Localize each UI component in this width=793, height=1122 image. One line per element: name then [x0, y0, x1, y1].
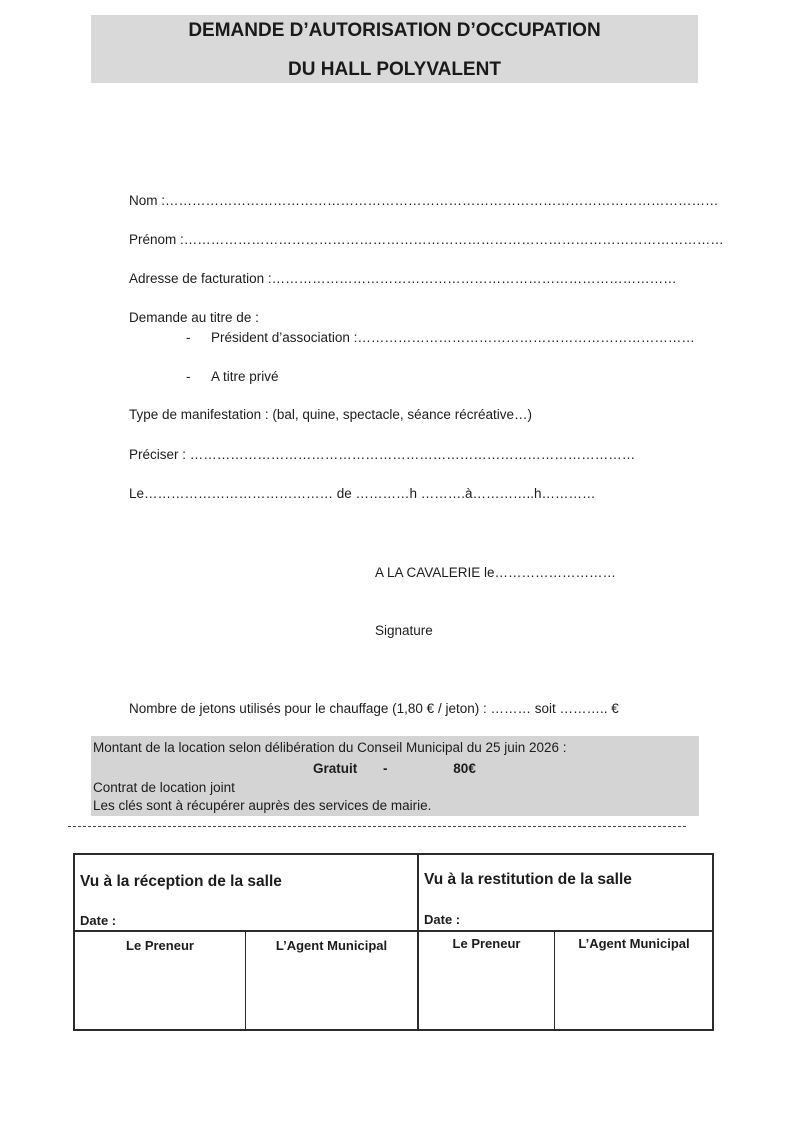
- type-manifestation-label: Type de manifestation : (bal, quine, spectacle, séance récréative…): [129, 407, 532, 422]
- etat-des-lieux-table: [73, 853, 714, 1031]
- cut-line: [68, 826, 686, 827]
- restitution-date-label: Date :: [424, 912, 461, 927]
- tarif-separator: -: [383, 761, 388, 776]
- jetons-field[interactable]: Nombre de jetons utilisés pour le chauffage (1,80 € / jeton) : ……… soit ……….. €: [129, 701, 619, 716]
- adresse-field[interactable]: Adresse de facturation :………………………………………………………………………………: [129, 271, 677, 286]
- restitution-title: Vu à la restitution de la salle: [424, 871, 632, 888]
- page-title-line-1: DEMANDE D’AUTORISATION D’OCCUPATION: [188, 20, 601, 41]
- president-option[interactable]: Président d’association :…………………………………………………………………: [211, 330, 695, 345]
- prenom-field[interactable]: Prénom :…………………………………………………………………………………………………………: [129, 232, 724, 247]
- reception-date-label: Date :: [80, 913, 117, 928]
- preciser-field[interactable]: Préciser : ………………………………………………………………………………………: [129, 447, 636, 462]
- agent-label: L’Agent Municipal: [275, 938, 388, 953]
- restitution-preneur-cell[interactable]: [419, 932, 554, 1029]
- prive-option[interactable]: A titre privé: [211, 369, 279, 384]
- signature-label: Signature: [375, 623, 433, 638]
- table-divider: [554, 932, 555, 1029]
- agent-label: L’Agent Municipal: [578, 936, 690, 951]
- tarif-info-box: [91, 736, 699, 816]
- gratuit-label: Gratuit: [313, 761, 358, 776]
- restitution-agent-cell[interactable]: [556, 932, 712, 1029]
- montant-text: Montant de la location selon délibération du Conseil Municipal du 25 juin 2026 :: [93, 740, 567, 755]
- reception-title: Vu à la réception de la salle: [80, 873, 282, 890]
- contrat-text: Contrat de location joint: [93, 780, 235, 795]
- nom-field[interactable]: Nom :……………………………………………………………………………………………………………: [129, 193, 719, 208]
- prix-label: 80€: [453, 761, 476, 776]
- lieu-date-field[interactable]: A LA CAVALERIE le………………………: [375, 565, 617, 580]
- title-banner: [91, 15, 698, 83]
- option-dash: -: [186, 369, 191, 384]
- tarif-options: [313, 761, 476, 776]
- cles-text: Les clés sont à récupérer auprès des services de mairie.: [93, 798, 432, 813]
- option-dash: -: [186, 330, 191, 345]
- page-title-line-2: DU HALL POLYVALENT: [288, 59, 501, 80]
- preneur-label: Le Preneur: [126, 938, 194, 953]
- demande-label: Demande au titre de :: [129, 310, 259, 325]
- preneur-label: Le Preneur: [452, 936, 521, 951]
- reception-preneur-cell[interactable]: [75, 932, 245, 1029]
- reception-agent-cell[interactable]: [246, 932, 417, 1029]
- date-time-field[interactable]: Le…………………………………… de …………h ……….à…………..h…………: [129, 486, 596, 501]
